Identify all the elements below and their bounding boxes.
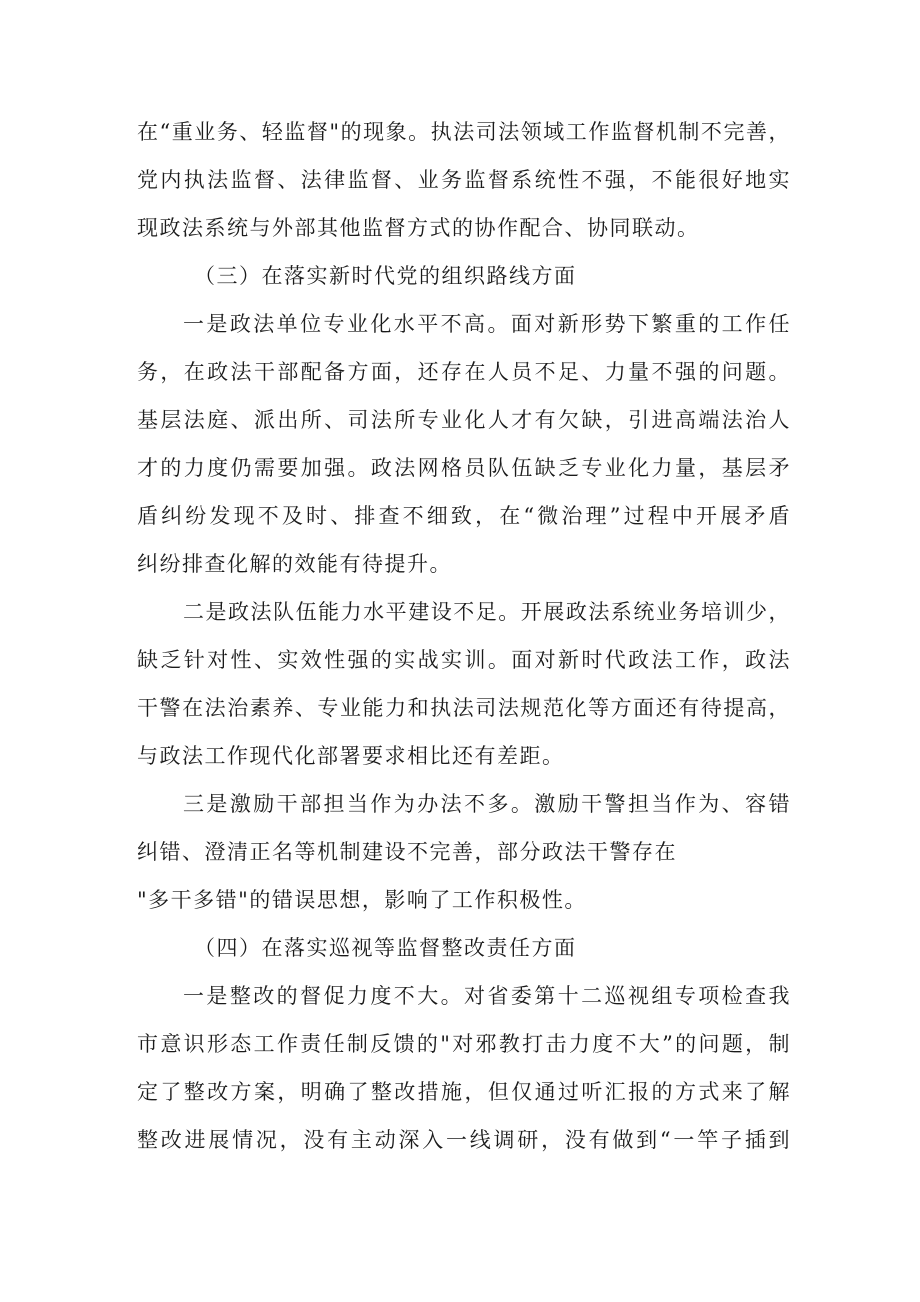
text-line: 定了整改方案，明确了整改措施，但仅通过听汇报的方式来了解 <box>137 1080 791 1104</box>
text-line: "多干多错"的错误思想，影响了工作积极性。 <box>137 888 587 912</box>
text-line: 二是政法队伍能力水平建设不足。开展政法系统业务培训少， <box>183 600 791 624</box>
text-line: 纠纷排查化解的效能有待提升。 <box>137 552 452 576</box>
document-body <box>137 108 791 1164</box>
text-line: 一是整改的督促力度不大。对省委第十二巡视组专项检查我 <box>183 984 791 1008</box>
text-line: 市意识形态工作责任制反馈的"对邪教打击力度不大”的问题，制 <box>137 1032 791 1056</box>
text-line: 在“重业务、轻监督"的现象。执法司法领域工作监督机制不完善， <box>137 120 791 144</box>
text-line: 干警在法治素养、专业能力和执法司法规范化等方面还有待提高， <box>137 696 791 720</box>
text-line: 与政法工作现代化部署要求相比还有差距。 <box>137 744 565 768</box>
text-line: 整改进展情况，没有主动深入一线调研，没有做到“一竿子插到 <box>137 1128 791 1152</box>
text-line: 盾纠纷发现不及时、排查不细致，在“微治理”过程中开展矛盾 <box>137 504 791 528</box>
text-line: 三是激励干部担当作为办法不多。激励干警担当作为、容错 <box>183 792 791 816</box>
section-heading-3: （三）在落实新时代党的组织路线方面 <box>194 264 577 288</box>
text-line: 纠错、澄清正名等机制建设不完善，部分政法干警存在 <box>137 840 677 864</box>
text-line: 一是政法单位专业化水平不高。面对新形势下繁重的工作任 <box>183 312 791 336</box>
text-line: 缺乏针对性、实效性强的实战实训。面对新时代政法工作，政法 <box>137 648 791 672</box>
text-line: 才的力度仍需要加强。政法网格员队伍缺乏专业化力量，基层矛 <box>137 456 791 480</box>
text-line: 现政法系统与外部其他监督方式的协作配合、协同联动。 <box>137 216 700 240</box>
text-line: 党内执法监督、法律监督、业务监督系统性不强，不能很好地实 <box>137 168 791 192</box>
section-heading-4: （四）在落实巡视等监督整改责任方面 <box>194 936 577 960</box>
text-line: 基层法庭、派出所、司法所专业化人才有欠缺，引进高端法治人 <box>137 408 791 432</box>
text-line: 务，在政法干部配备方面，还存在人员不足、力量不强的问题。 <box>137 360 791 384</box>
